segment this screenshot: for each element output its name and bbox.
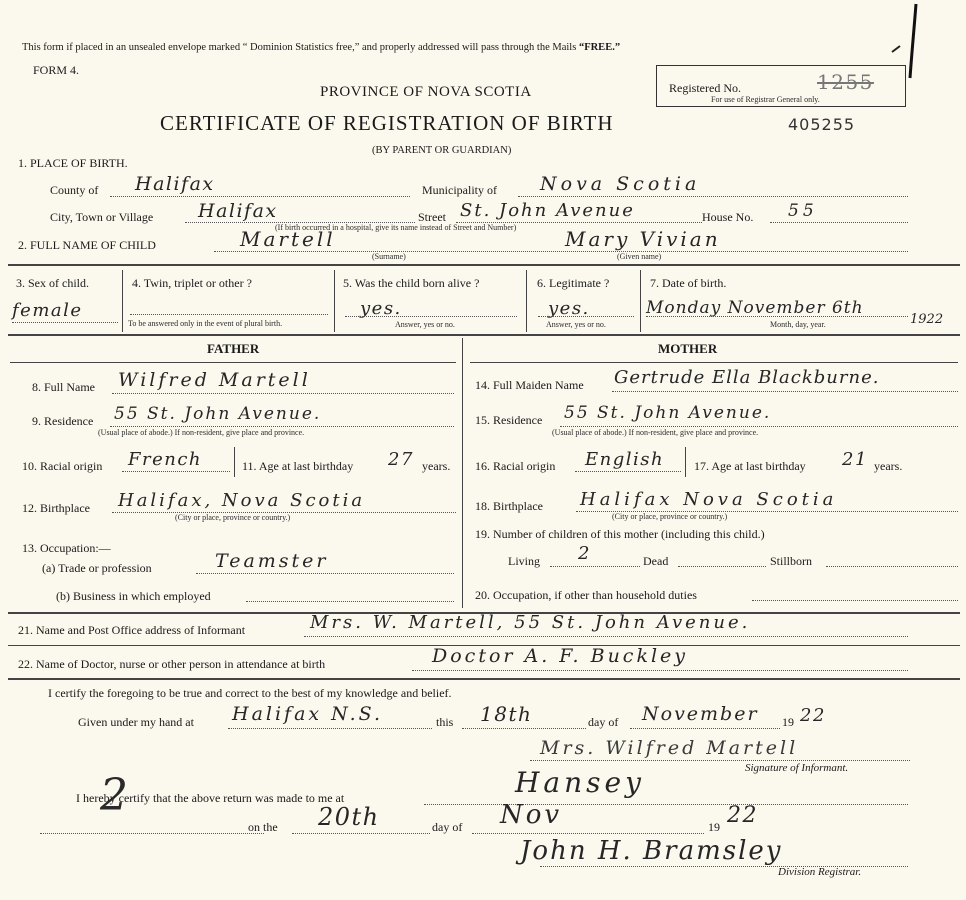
father-age-suffix: years. — [422, 459, 451, 473]
father-business-line — [246, 601, 454, 602]
given-place-value: Halifax N.S. — [232, 703, 383, 725]
county-label: County of — [50, 183, 99, 197]
mother-birthplace-value: Halifax Nova Scotia — [580, 489, 838, 510]
registrar-statement: I hereby certify that the above return was made to me at — [76, 791, 345, 805]
mother-residence-value: 55 St. John Avenue. — [564, 403, 772, 423]
father-name-label: 8. Full Name — [32, 380, 95, 394]
mother-occupation-line — [752, 600, 958, 601]
date-label: 7. Date of birth. — [650, 276, 727, 290]
doctor-label: 22. Name of Doctor, nurse or other person in attendance at birth — [18, 657, 326, 671]
mother-age-label: 17. Age at last birthday — [694, 459, 806, 473]
registrar-year-value: 22 — [727, 803, 758, 828]
street-label: Street — [418, 210, 446, 224]
certification-statement: I certify the foregoing to be true and correct to the best of my knowledge and belief. — [48, 686, 452, 700]
row3-divider-1 — [122, 270, 123, 332]
city-note: (If birth occurred in a hospital, give its name instead of Street and Number) — [275, 223, 517, 232]
child-surname-value: Martell — [240, 227, 336, 251]
registrar-day-line — [292, 833, 430, 834]
registrar-place-value: Hansey — [515, 766, 645, 799]
street-value: St. John Avenue — [460, 200, 635, 221]
child-surname-note: (Surname) — [372, 252, 406, 261]
twin-label: 4. Twin, triplet or other ? — [132, 276, 252, 290]
legitimate-value: yes. — [548, 298, 590, 319]
father-residence-line — [110, 426, 454, 427]
registrar-day-label: day of — [432, 820, 463, 834]
given-place-line — [228, 728, 432, 729]
alive-label: 5. Was the child born alive ? — [343, 276, 480, 290]
street-line — [456, 222, 702, 223]
mother-age-value: 21 — [842, 449, 868, 470]
registrar-place-line — [424, 804, 908, 805]
given-day-value: 18th — [480, 702, 533, 726]
mother-name-label: 14. Full Maiden Name — [475, 378, 584, 392]
row3-divider-2 — [334, 270, 335, 332]
page-title: CERTIFICATE OF REGISTRATION OF BIRTH — [160, 111, 614, 135]
father-racial-label: 10. Racial origin — [22, 459, 103, 473]
father-racial-divider — [234, 447, 235, 477]
mother-racial-line — [575, 471, 681, 472]
father-trade-value: Teamster — [215, 550, 329, 572]
alive-note: Answer, yes or no. — [395, 320, 455, 329]
date-value: Monday November 6th — [646, 298, 864, 318]
date-note: Month, day, year. — [770, 320, 826, 329]
place-of-birth-heading: 1. PLACE OF BIRTH. — [18, 156, 128, 170]
parents-divider — [462, 338, 463, 608]
mother-children-label: 19. Number of children of this mother (including this child.) — [475, 527, 765, 541]
municipality-line — [518, 196, 908, 197]
mother-heading-rule — [470, 362, 958, 363]
mother-stillborn-line — [826, 566, 958, 567]
registrar-month-line — [472, 833, 704, 834]
mother-living-value: 2 — [578, 543, 591, 564]
registrar-signature: John H. Bramsley — [520, 836, 783, 866]
house-value: 55 — [788, 201, 818, 221]
alive-value: yes. — [360, 298, 402, 319]
mother-residence-label: 15. Residence — [475, 413, 543, 427]
mother-name-value: Gertrude Ella Blackburne. — [614, 367, 880, 388]
father-birthplace-value: Halifax, Nova Scotia — [118, 490, 366, 511]
child-given-note: (Given name) — [617, 252, 662, 261]
child-name-label: 2. FULL NAME OF CHILD — [18, 238, 156, 252]
informant-line — [304, 636, 908, 637]
registered-value: 1255 — [817, 70, 874, 94]
row3-divider-4 — [640, 270, 641, 332]
municipality-value: Nova Scotia — [540, 173, 701, 195]
given-day-line — [462, 728, 586, 729]
informant-value: Mrs. W. Martell, 55 St. John Avenue. — [310, 612, 751, 633]
father-residence-value: 55 St. John Avenue. — [114, 404, 322, 424]
given-label: Given under my hand at — [78, 715, 194, 729]
mail-notice-text: This form if placed in an unsealed envelope marked “ Dominion Statistics free,” and properly addressed will pass through the Mails — [22, 42, 577, 53]
house-label: House No. — [702, 210, 754, 224]
registrar-year-prefix: 19 — [708, 820, 720, 834]
sex-value: female — [12, 300, 83, 321]
parents-top-border — [8, 334, 960, 336]
county-value: Halifax — [135, 173, 215, 195]
date-year-value: 1922 — [910, 312, 944, 327]
twin-note: To be answered only in the event of plural birth. — [128, 319, 283, 328]
legitimate-label: 6. Legitimate ? — [537, 276, 610, 290]
municipality-label: Municipality of — [422, 183, 497, 197]
given-year-value: 22 — [800, 705, 826, 726]
mother-racial-divider — [685, 447, 686, 477]
county-line — [110, 196, 410, 197]
sex-line — [12, 322, 118, 323]
row3-top-border — [8, 264, 960, 266]
doctor-value: Doctor A. F. Buckley — [432, 645, 689, 667]
given-year-prefix: 19 — [782, 715, 794, 729]
registered-box — [656, 65, 906, 107]
sex-label: 3. Sex of child. — [16, 276, 89, 290]
informant-label: 21. Name and Post Office address of Informant — [18, 623, 246, 637]
mother-stillborn-label: Stillborn — [770, 554, 813, 568]
registration-number: 405255 — [788, 115, 856, 134]
father-residence-label: 9. Residence — [32, 414, 94, 428]
house-line — [770, 222, 908, 223]
mother-birthplace-note: (City or place, province or country.) — [612, 512, 728, 521]
city-value: Halifax — [198, 200, 278, 222]
mail-notice-free: “FREE.” — [578, 42, 621, 53]
province-heading: PROVINCE OF NOVA SCOTIA — [320, 84, 532, 100]
father-birthplace-note: (City or place, province or country.) — [175, 513, 291, 522]
father-business-label: (b) Business in which employed — [56, 589, 211, 603]
mother-racial-value: English — [585, 449, 665, 470]
father-birthplace-label: 12. Birthplace — [22, 501, 90, 515]
informant-signature-line — [530, 760, 910, 761]
city-label: City, Town or Village — [50, 210, 154, 224]
mother-name-line — [612, 391, 958, 392]
father-name-line — [112, 393, 454, 394]
doctor-line — [412, 670, 908, 671]
mother-residence-line — [560, 426, 958, 427]
given-month-line — [630, 728, 780, 729]
father-heading: FATHER — [207, 341, 260, 356]
father-trade-line — [196, 573, 454, 574]
registrar-mark: 2 — [100, 770, 130, 821]
registered-label: Registered No. — [669, 81, 741, 95]
father-trade-label: (a) Trade or profession — [42, 561, 152, 575]
child-given-value: Mary Vivian — [565, 227, 721, 251]
mother-dead-line — [678, 566, 766, 567]
father-age-label: 11. Age at last birthday — [242, 459, 354, 473]
father-name-value: Wilfred Martell — [118, 369, 311, 391]
given-month-value: November — [642, 703, 759, 725]
father-occupation-label: 13. Occupation:— — [22, 541, 111, 555]
registrar-day-value: 20th — [318, 803, 380, 831]
legitimate-line — [538, 316, 634, 317]
mother-heading: MOTHER — [658, 341, 718, 356]
father-racial-line — [122, 471, 230, 472]
legitimate-note: Answer, yes or no. — [546, 320, 606, 329]
given-this-label: this — [436, 715, 454, 729]
registrar-signature-label: Division Registrar. — [778, 866, 862, 878]
registrar-on-the-label: on the — [248, 820, 278, 834]
mother-occupation-label: 20. Occupation, if other than household duties — [475, 588, 697, 602]
father-racial-value: French — [128, 449, 203, 470]
father-residence-note: (Usual place of abode.) If non-resident, give place and province. — [98, 428, 305, 437]
mother-racial-label: 16. Racial origin — [475, 459, 556, 473]
mother-living-label: Living — [508, 554, 540, 568]
child-name-line — [214, 251, 908, 252]
certification-top-border — [8, 678, 960, 680]
informant-signature: Mrs. Wilfred Martell — [540, 737, 799, 759]
form-number: FORM 4. — [33, 63, 80, 77]
registrar-blank-line — [40, 833, 264, 834]
mail-notice — [22, 42, 620, 53]
registered-note: For use of Registrar General only. — [711, 95, 820, 104]
date-line — [646, 316, 908, 317]
father-heading-rule — [10, 362, 456, 363]
alive-line — [345, 316, 517, 317]
row3-divider-3 — [526, 270, 527, 332]
informant-signature-label: Signature of Informant. — [745, 762, 849, 774]
page-subtitle: (BY PARENT OR GUARDIAN) — [372, 145, 512, 156]
mother-living-line — [550, 566, 640, 567]
mother-dead-label: Dead — [643, 554, 669, 568]
mother-birthplace-label: 18. Birthplace — [475, 499, 543, 513]
registrar-month-value: Nov — [500, 800, 563, 830]
father-age-value: 27 — [388, 449, 414, 470]
mother-residence-note: (Usual place of abode.) If non-resident, give place and province. — [552, 428, 759, 437]
given-day-label: day of — [588, 715, 619, 729]
twin-line — [130, 314, 328, 315]
mother-age-suffix: years. — [874, 459, 903, 473]
check-mark-icon — [882, 0, 942, 80]
